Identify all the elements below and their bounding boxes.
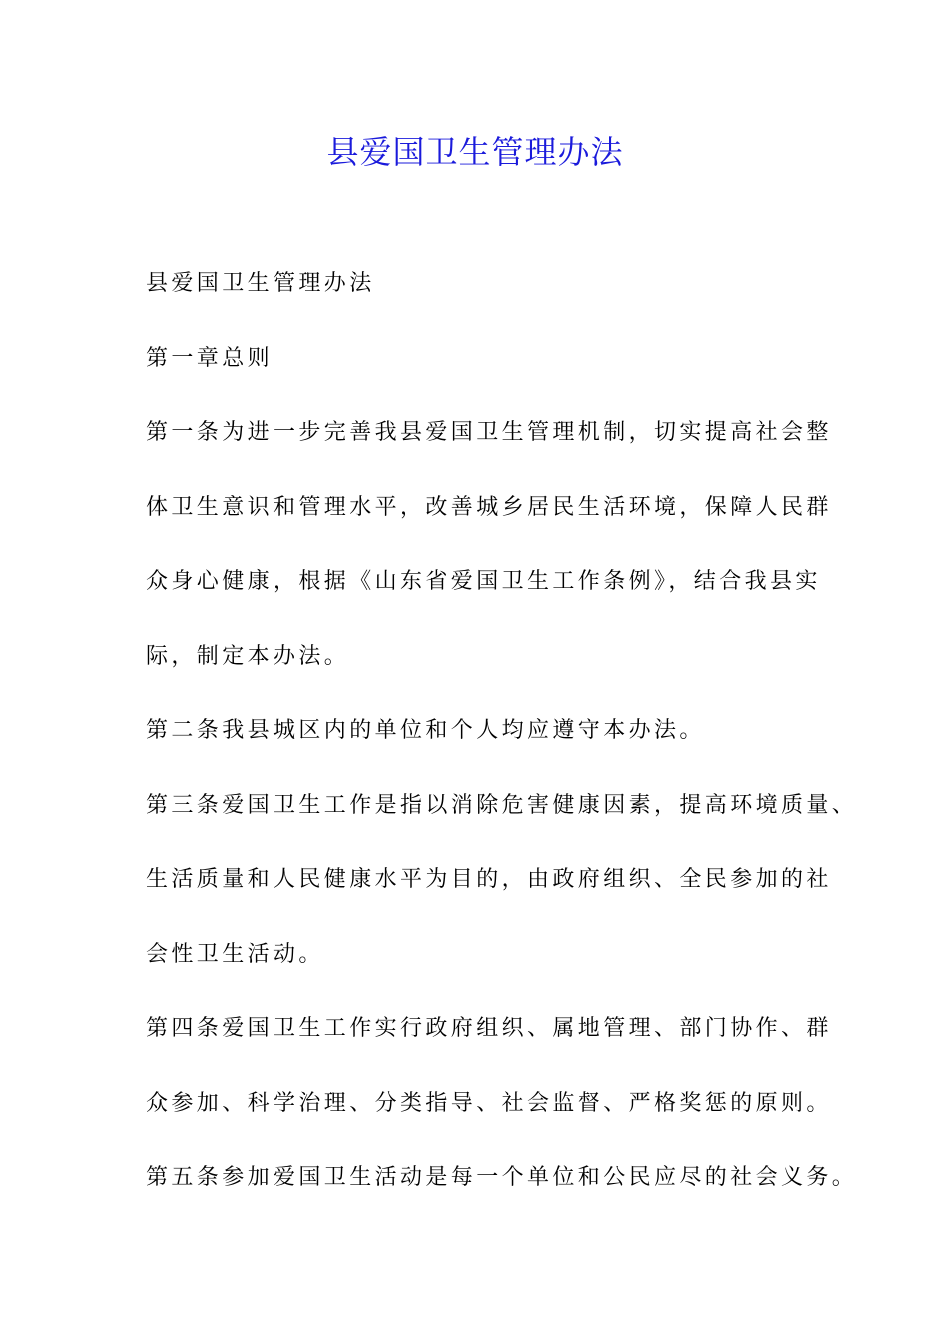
body-line-article-4: 第四条爱国卫生工作实行政府组织、属地管理、部门协作、群 xyxy=(146,1016,832,1041)
body-line-article-4-cont: 众参加、科学治理、分类指导、社会监督、严格奖惩的原则。 xyxy=(146,1090,832,1116)
body-line-article-1-cont: 众身心健康，根据《山东省爱国卫生工作条例》，结合我县实 xyxy=(146,569,821,594)
body-line-article-3-cont: 会性卫生活动。 xyxy=(146,941,324,967)
body-line-subtitle: 县爱国卫生管理办法 xyxy=(146,271,375,296)
body-line-article-2: 第二条我县城区内的单位和个人均应遵守本办法。 xyxy=(146,718,705,743)
document-title: 县爱国卫生管理办法 xyxy=(326,133,624,171)
body-line-article-1-cont: 体卫生意识和管理水平，改善城乡居民生活环境，保障人民群 xyxy=(146,494,832,520)
body-line-article-1: 第一条为进一步完善我县爱国卫生管理机制，切实提高社会整 xyxy=(146,420,832,445)
body-line-article-5: 第五条参加爱国卫生活动是每一个单位和公民应尽的社会义务。 xyxy=(146,1165,858,1190)
body-line-article-3-cont: 生活质量和人民健康水平为目的，由政府组织、全民参加的社 xyxy=(146,867,832,892)
body-line-article-1-cont: 际，制定本办法。 xyxy=(146,643,350,669)
body-line-chapter-heading: 第一章总则 xyxy=(146,345,274,371)
document-body xyxy=(146,264,858,1233)
body-line-article-3: 第三条爱国卫生工作是指以消除危害健康因素，提高环境质量、 xyxy=(146,792,858,818)
